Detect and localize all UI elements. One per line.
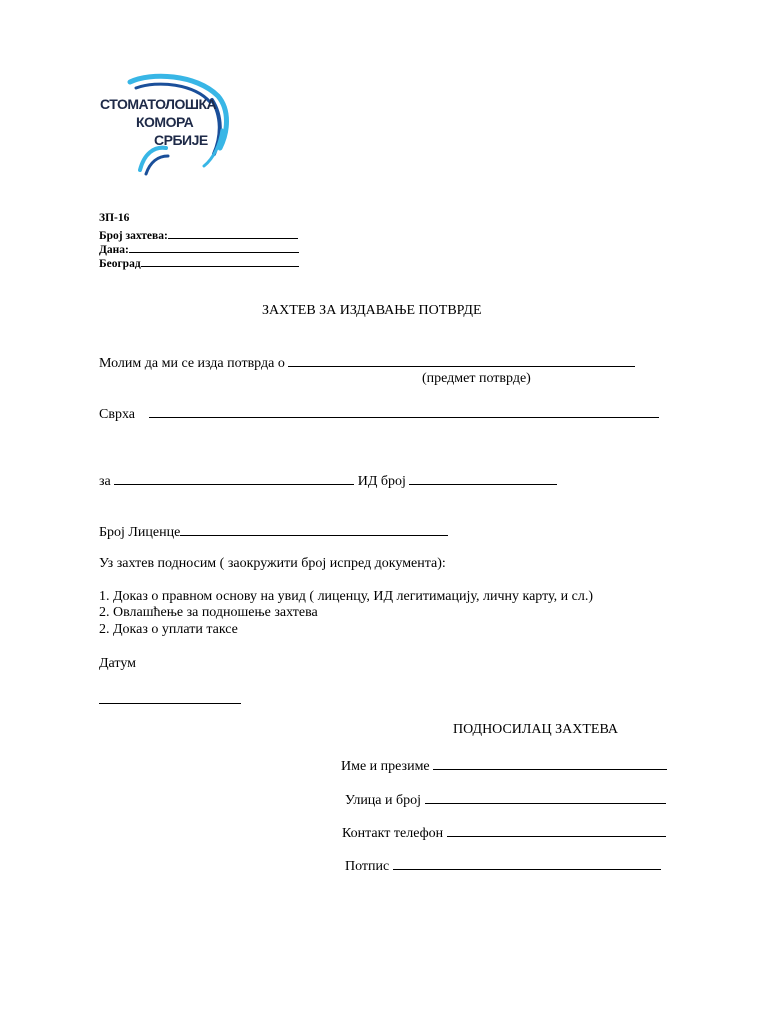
certificate-subject-field[interactable] xyxy=(288,354,635,367)
street-label: Улица и број xyxy=(345,793,422,808)
logo-line-2: КОМОРА xyxy=(136,114,194,130)
purpose-field[interactable] xyxy=(149,405,659,418)
applicant-heading: ПОДНОСИЛАЦ ЗАХТЕВА xyxy=(453,722,619,737)
subject-hint: (предмет потврде) xyxy=(422,371,531,386)
request-prefix: Молим да ми се изда потврда о xyxy=(99,356,285,371)
date-field[interactable] xyxy=(99,693,241,704)
chamber-logo xyxy=(96,70,236,180)
header-date-label: Дана: xyxy=(99,244,129,256)
date-label: Датум xyxy=(99,656,137,671)
for-label: за xyxy=(99,474,111,489)
form-code: ЗП-16 xyxy=(99,212,130,224)
for-id-row xyxy=(99,472,557,490)
document-item-2[interactable]: 2. Овлашћење за подношење захтева xyxy=(99,605,318,620)
phone-row xyxy=(342,824,666,842)
id-label: ИД број xyxy=(357,474,406,489)
license-label: Број Лиценце xyxy=(99,525,181,540)
license-row xyxy=(99,523,448,541)
city-row xyxy=(99,254,299,271)
signature-label: Потпис xyxy=(345,859,390,874)
document-item-3[interactable]: 2. Доказ о уплати таксе xyxy=(99,622,238,637)
city-field[interactable] xyxy=(141,254,299,267)
for-field[interactable] xyxy=(114,472,354,485)
document-item-1[interactable]: 1. Доказ о правном основу на увид ( лиценцу, ИД легитимацију, личну карту, и сл.) xyxy=(99,589,594,604)
attachments-intro: Уз захтев подносим ( заокружити број испред документа): xyxy=(99,556,446,571)
purpose-label: Сврха xyxy=(99,407,135,422)
street-field[interactable] xyxy=(425,791,666,804)
city-label: Београд xyxy=(99,258,141,270)
name-field[interactable] xyxy=(433,757,667,770)
header-date-field[interactable] xyxy=(129,240,299,253)
signature-row xyxy=(345,857,661,875)
name-label: Име и презиме xyxy=(341,759,430,774)
purpose-row xyxy=(99,405,659,423)
request-number-field[interactable] xyxy=(168,226,298,239)
signature-field[interactable] xyxy=(393,857,661,870)
street-row xyxy=(345,791,666,809)
page-title: ЗАХТЕВ ЗА ИЗДАВАЊЕ ПОТВРДЕ xyxy=(262,303,482,318)
logo-line-1: СТОМАТОЛОШКА xyxy=(100,96,217,112)
license-number-field[interactable] xyxy=(180,523,448,536)
id-number-field[interactable] xyxy=(409,472,557,485)
request-row xyxy=(99,354,635,372)
name-row xyxy=(341,757,667,775)
phone-label: Контакт телефон xyxy=(342,826,444,841)
phone-field[interactable] xyxy=(447,824,666,837)
request-number-label: Број захтева: xyxy=(99,230,168,242)
logo-line-3: СРБИЈЕ xyxy=(154,132,208,148)
